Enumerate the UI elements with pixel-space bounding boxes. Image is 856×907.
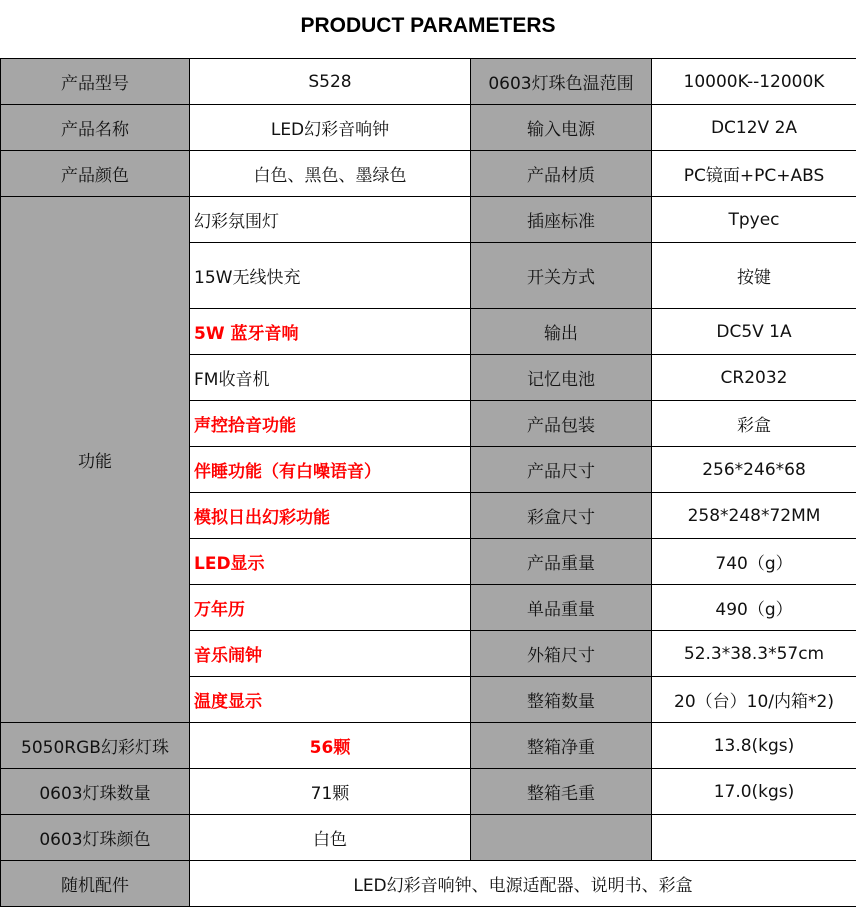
cell-value: 490（g）: [652, 585, 856, 631]
table-row: [1, 59, 856, 105]
cell-value: LED幻彩音响钟: [190, 105, 471, 151]
cell-label: 产品尺寸: [471, 447, 652, 493]
cell-value: DC12V 2A: [652, 105, 856, 151]
empty-cell: [471, 815, 652, 861]
cell-label: 产品重量: [471, 539, 652, 585]
cell-label: 外箱尺寸: [471, 631, 652, 677]
cell-value: PC镜面+PC+ABS: [652, 151, 856, 197]
empty-cell: [652, 815, 856, 861]
function-item: 5W 蓝牙音响: [190, 309, 471, 355]
cell-label: 单品重量: [471, 585, 652, 631]
cell-label: 0603灯珠颜色: [1, 815, 190, 861]
cell-label: 整箱毛重: [471, 769, 652, 815]
cell-value: 白色: [190, 815, 471, 861]
cell-label: 产品材质: [471, 151, 652, 197]
function-item: LED显示: [190, 539, 471, 585]
cell-value: 258*248*72MM: [652, 493, 856, 539]
cell-label: 彩盒尺寸: [471, 493, 652, 539]
cell-label: 产品名称: [1, 105, 190, 151]
cell-value: 20（台）10/内箱*2): [652, 677, 856, 723]
function-item: 音乐闹钟: [190, 631, 471, 677]
cell-value: 按键: [652, 243, 856, 309]
cell-label: 整箱数量: [471, 677, 652, 723]
function-label: 功能: [1, 197, 190, 723]
function-item: 15W无线快充: [190, 243, 471, 309]
cell-label: 输出: [471, 309, 652, 355]
cell-value: 白色、黑色、墨绿色: [190, 151, 471, 197]
cell-label: 0603灯珠数量: [1, 769, 190, 815]
parameters-table: [0, 58, 856, 907]
cell-value: 71颗: [190, 769, 471, 815]
cell-value: 56颗: [190, 723, 471, 769]
table-row: [1, 151, 856, 197]
cell-value: 740（g）: [652, 539, 856, 585]
cell-value: 256*246*68: [652, 447, 856, 493]
cell-label: 0603灯珠色温范围: [471, 59, 652, 105]
cell-value: 17.0(kgs): [652, 769, 856, 815]
page-title: PRODUCT PARAMETERS: [300, 14, 556, 37]
cell-label: 记忆电池: [471, 355, 652, 401]
cell-label: 整箱净重: [471, 723, 652, 769]
cell-label: 随机配件: [1, 861, 190, 907]
cell-value: DC5V 1A: [652, 309, 856, 355]
function-item: 万年历: [190, 585, 471, 631]
cell-label: 输入电源: [471, 105, 652, 151]
function-item: 伴睡功能（有白噪语音）: [190, 447, 471, 493]
table-row: [1, 105, 856, 151]
table-row: [1, 723, 856, 769]
function-item: 温度显示: [190, 677, 471, 723]
table-row: [1, 769, 856, 815]
accessories-value: LED幻彩音响钟、电源适配器、说明书、彩盒: [190, 861, 856, 907]
cell-label: 产品型号: [1, 59, 190, 105]
cell-value: 52.3*38.3*57cm: [652, 631, 856, 677]
cell-label: 产品包装: [471, 401, 652, 447]
table-row: [1, 197, 856, 243]
cell-label: 开关方式: [471, 243, 652, 309]
cell-label: 插座标准: [471, 197, 652, 243]
cell-label: 5050RGB幻彩灯珠: [1, 723, 190, 769]
cell-value: CR2032: [652, 355, 856, 401]
function-item: FM收音机: [190, 355, 471, 401]
cell-value: 13.8(kgs): [652, 723, 856, 769]
function-item: 声控拾音功能: [190, 401, 471, 447]
cell-label: 产品颜色: [1, 151, 190, 197]
cell-value: 彩盒: [652, 401, 856, 447]
table-row: [1, 815, 856, 861]
table-row: [1, 861, 856, 907]
function-item: 幻彩氛围灯: [190, 197, 471, 243]
cell-value: 10000K--12000K: [652, 59, 856, 105]
cell-value: Tpyec: [652, 197, 856, 243]
cell-value: S528: [190, 59, 471, 105]
function-item: 模拟日出幻彩功能: [190, 493, 471, 539]
